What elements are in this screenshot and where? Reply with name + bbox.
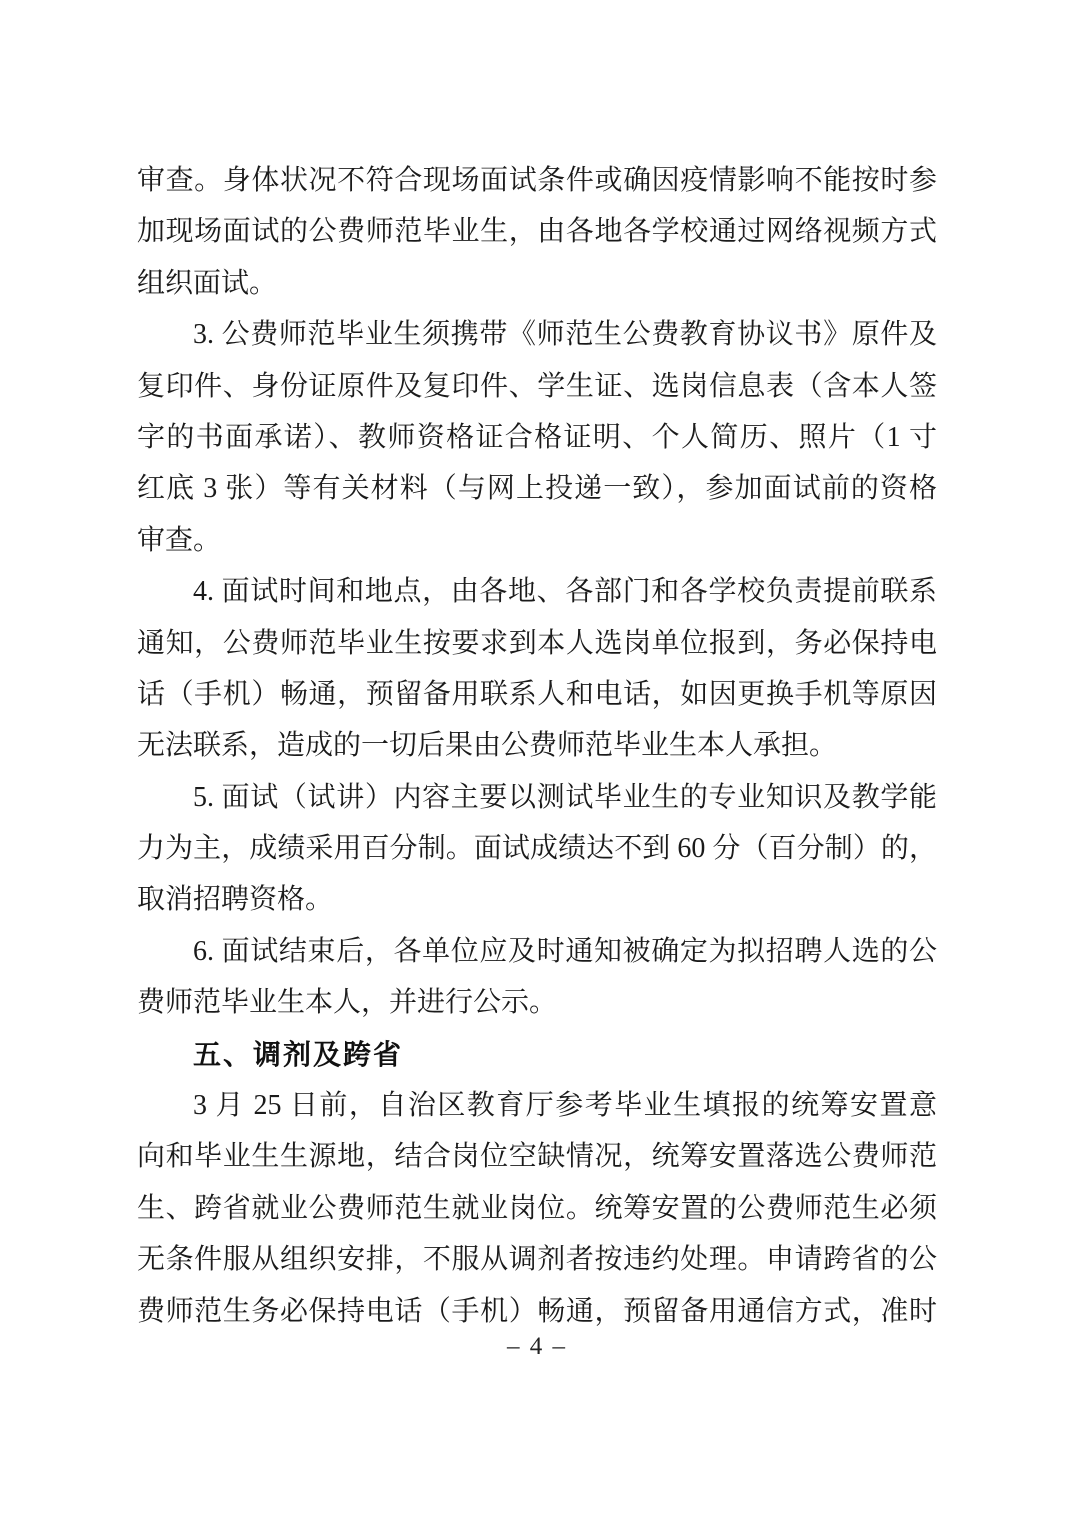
- text-line: 通知，公费师范毕业生按要求到本人选岗单位报到，务必保持电: [137, 627, 937, 659]
- text-line: 审查。: [137, 524, 222, 556]
- text-line: 3. 公费师范毕业生须携带《师范生公费教育协议书》原件及: [193, 319, 937, 351]
- paragraph: [137, 309, 937, 566]
- paragraph: [137, 926, 937, 1029]
- text-line: 无条件服从组织安排，不服从调剂者按违约处理。申请跨省的公: [137, 1244, 937, 1276]
- paragraph: [137, 772, 937, 926]
- page-number: – 4 –: [507, 1333, 567, 1360]
- text-line: 6. 面试结束后，各单位应及时通知被确定为拟招聘人选的公: [193, 935, 937, 967]
- section-heading: [137, 1029, 937, 1080]
- text-line: 审查。身体状况不符合现场面试条件或确因疫情影响不能按时参: [137, 165, 937, 196]
- text-line: 4. 面试时间和地点，由各地、各部门和各学校负责提前联系: [193, 576, 937, 608]
- text-line: 费师范生务必保持电话（手机）畅通，预留备用通信方式，准时: [137, 1295, 937, 1327]
- text-line: 加现场面试的公费师范毕业生，由各地各学校通过网络视频方式: [137, 216, 937, 248]
- paragraph: [137, 1080, 937, 1337]
- paragraph: [137, 566, 937, 772]
- text-line: 5. 面试（试讲）内容主要以测试毕业生的专业知识及教学能: [193, 781, 937, 813]
- text-line: 无法联系，造成的一切后果由公费师范毕业生本人承担。: [137, 730, 838, 762]
- text-line: 向和毕业生生源地，结合岗位空缺情况，统筹安置落选公费师范: [137, 1141, 937, 1173]
- text-line: 组织面试。: [137, 267, 278, 299]
- text-line: 费师范毕业生本人，并进行公示。: [137, 987, 558, 1019]
- text-line: 3 月 25 日前，自治区教育厅参考毕业生填报的统筹安置意: [193, 1090, 937, 1122]
- text-line: 取消招聘资格。: [137, 884, 334, 916]
- text-line: 生、跨省就业公费师范生就业岗位。统筹安置的公费师范生必须: [137, 1192, 937, 1224]
- document-body: [137, 155, 937, 1337]
- text-line: 字的书面承诺）、教师资格证合格证明、个人简历、照片（1 寸: [137, 421, 937, 453]
- text-line: 复印件、身份证原件及复印件、学生证、选岗信息表（含本人签: [137, 370, 937, 402]
- text-line: 力为主，成绩采用百分制。面试成绩达不到 60 分（百分制）的，: [137, 833, 937, 865]
- heading-text-line: 五、调剂及跨省: [193, 1038, 404, 1070]
- text-line: 话（手机）畅通，预留备用联系人和电话，如因更换手机等原因: [137, 678, 937, 710]
- text-line: 红底 3 张）等有关材料（与网上投递一致），参加面试前的资格: [137, 473, 937, 505]
- paragraph: [137, 155, 937, 309]
